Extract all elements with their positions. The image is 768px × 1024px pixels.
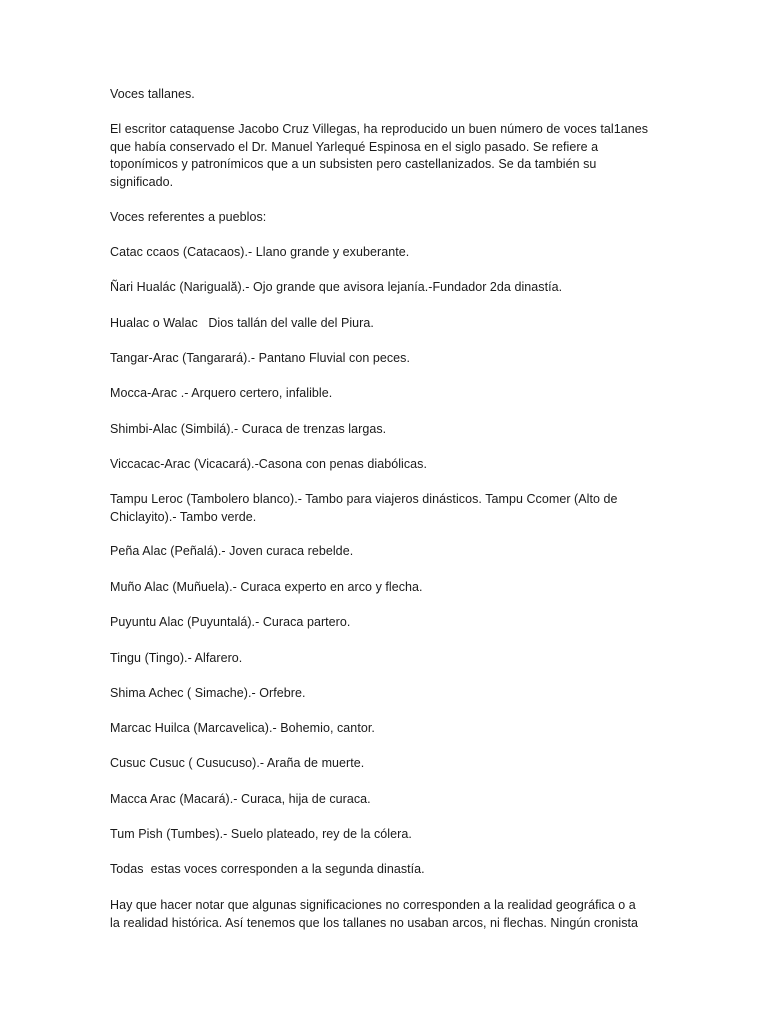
- intro-line: toponímicos y patronímicos que a un subsisten pero castellanizados. Se da también su: [110, 157, 597, 171]
- entry: Puyuntu Alac (Puyuntalá).- Curaca partero.: [110, 615, 351, 629]
- entry: Shimbi-Alac (Simbilá).- Curaca de trenzas largas.: [110, 422, 387, 436]
- entry: Catac ccaos (Catacaos).- Llano grande y exuberante.: [110, 245, 410, 259]
- entry: Peña Alac (Peñalá).- Joven curaca rebelde.: [110, 544, 354, 558]
- entry: Macca Arac (Macará).- Curaca, hija de curaca.: [110, 792, 371, 806]
- final-line: Hay que hacer notar que algunas significaciones no corresponden a la realidad geográfica o a: [110, 898, 636, 912]
- entry: Hualac o Walac Dios tallán del valle del Piura.: [110, 316, 374, 330]
- entry: Tangar-Arac (Tangarará).- Pantano Fluvial con peces.: [110, 351, 410, 365]
- document-title: Voces tallanes.: [110, 87, 195, 101]
- entry: Ñari Hualác (Nariguală).- Ojo grande que avisora lejanía.-Fundador 2da dinastía.: [110, 280, 563, 294]
- entry: Tampu Leroc (Tambolero blanco).- Tambo para viajeros dinásticos. Tampu Ccomer (Alto de Chiclayito).- Tambo verde.: [110, 492, 618, 524]
- final-line: la realidad histórica. Así tenemos que los tallanes no usaban arcos, ni flechas. Ningún cronista: [110, 915, 639, 930]
- entry: Marcac Huilca (Marcavelica).- Bohemio, cantor.: [110, 721, 375, 735]
- entry: Tingu (Tingo).- Alfarero.: [110, 651, 243, 665]
- closing-sentence: Todas estas voces corresponden a la segunda dinastía.: [110, 862, 425, 876]
- final-paragraph: [110, 897, 658, 932]
- entry: Tum Pish (Tumbes).- Suelo plateado, rey de la cólera.: [110, 827, 412, 841]
- entry: Mocca-Arac .- Arquero certero, infalible.: [110, 386, 333, 400]
- entry: Viccacac-Arac (Vicacará).-Casona con penas diabólicas.: [110, 457, 427, 471]
- entry: Shima Achec ( Simache).- Orfebre.: [110, 686, 306, 700]
- intro-line: que había conservado el Dr. Manuel Yarlequé Espinosa en el siglo pasado. Se refiere a: [110, 139, 599, 154]
- intro-paragraph: [110, 121, 658, 191]
- intro-line: El escritor cataquense Jacobo Cruz Villegas, ha reproducido un buen número de voces tal1anes: [110, 122, 649, 136]
- entry: Muño Alac (Muñuela).- Curaca experto en arco y flecha.: [110, 580, 423, 594]
- entry: Cusuc Cusuc ( Cusucuso).- Araña de muerte.: [110, 756, 365, 770]
- section-heading: Voces referentes a pueblos:: [110, 210, 267, 224]
- intro-line: significado.: [110, 174, 174, 189]
